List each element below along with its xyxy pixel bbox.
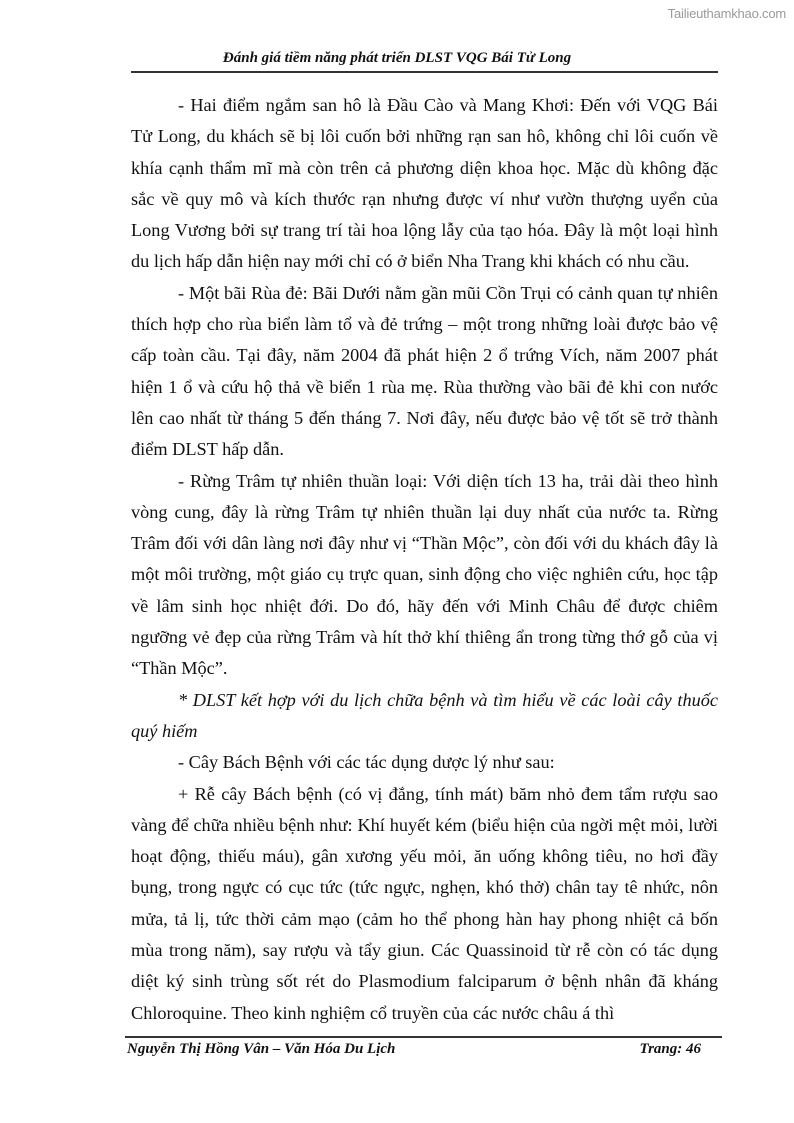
paragraph-bach-benh-root: + Rễ cây Bách bệnh (có vị đắng, tính mát) băm nhỏ đem tẩm rượu sao vàng để chữa nhiều bệnh như: Khí huyết kém (biểu hiện của ngời mệt mỏi, lười hoạt động, thiếu máu), gân xương yếu mỏi, ăn uống không tiêu, no hơi đầy bụng, trong ngực có cục tức (tức ngực, nghẹn, khó thở) chân tay tê nhức, nôn mửa, tả lị, tức thời cảm mạo (cảm ho thể phong hàn hay phong nhiệt cả bốn mùa trong năm), say rượu và tẩy giun. Các Quassinoid từ rễ còn có tác dụng diệt ký sinh trùng sốt rét do Plasmodium falciparum ở bệnh nhân đã kháng Chloroquine. Theo kinh nghiệm cổ truyền của các nước châu á thì — [131, 783, 718, 1023]
page-header-title: Đánh giá tiềm năng phát triển DLST VQG Bái Tử Long — [222, 50, 572, 66]
watermark: Tailieuthamkhao.com — [667, 6, 786, 21]
footer-page-number: Trang: 46 — [639, 1041, 701, 1057]
paragraph-coral-viewing: - Hai điểm ngắm san hô là Đầu Cào và Mang Khơi: Đến với VQG Bái Tử Long, du khách sẽ bị lôi cuốn bởi những rạn san hô, không chỉ lôi cuốn về khía cạnh thẩm mĩ mà còn trên cả phương diện khoa học. Mặc dù không đặc sắc về quy mô và kích thước rạn nhưng được ví như vườn thượng uyển của Long Vương bởi sự trang trí tài hoa lộng lẫy của tạo hóa. Đây là một loại hình du lịch hấp dẫn hiện nay mới chỉ có ở biển Nha Trang khi khách có nhu cầu. — [131, 95, 718, 272]
document-body — [131, 90, 718, 1029]
footer-divider — [125, 1036, 722, 1038]
section-heading-medicinal-tourism: * DLST kết hợp với du lịch chữa bệnh và tìm hiểu về các loài cây thuốc quý hiếm — [131, 689, 718, 741]
paragraph-bach-benh-intro: - Cây Bách Bệnh với các tác dụng dược lý như sau: — [178, 752, 555, 773]
footer-author: Nguyễn Thị Hồng Vân – Văn Hóa Du Lịch — [127, 1041, 396, 1057]
header-divider — [131, 71, 718, 73]
paragraph-turtle-beach: - Một bãi Rùa đẻ: Bãi Dưới nằm gần mũi Cồn Trụi có cảnh quan tự nhiên thích hợp cho rùa biển làm tổ và đẻ trứng – một trong những loài được bảo vệ cấp toàn cầu. Tại đây, năm 2004 đã phát hiện 2 ổ trứng Vích, năm 2007 phát hiện 1 ổ và cứu hộ thả về biển 1 rùa mẹ. Rùa thường vào bãi đẻ khi con nước lên cao nhất từ tháng 5 đến tháng 7. Nơi đây, nếu được bảo vệ tốt sẽ trở thành điểm DLST hấp dẫn. — [131, 282, 718, 460]
paragraph-tram-forest: - Rừng Trâm tự nhiên thuần loại: Với diện tích 13 ha, trải dài theo hình vòng cung, đây là rừng Trâm tự nhiên thuần lại duy nhất của nước ta. Rừng Trâm đối với dân làng nơi đây như vị “Thần Mộc”, còn đối với du khách đây là một môi trường, một giáo cụ trực quan, sinh động cho việc nghiên cứu, học tập về lâm sinh học nhiệt đới. Do đó, hãy đến với Minh Châu để được chiêm ngưỡng vẻ đẹp của rừng Trâm và hít thở khí thiêng ẩn trong từng thớ gỗ của vị “Thần Mộc”. — [131, 470, 718, 679]
